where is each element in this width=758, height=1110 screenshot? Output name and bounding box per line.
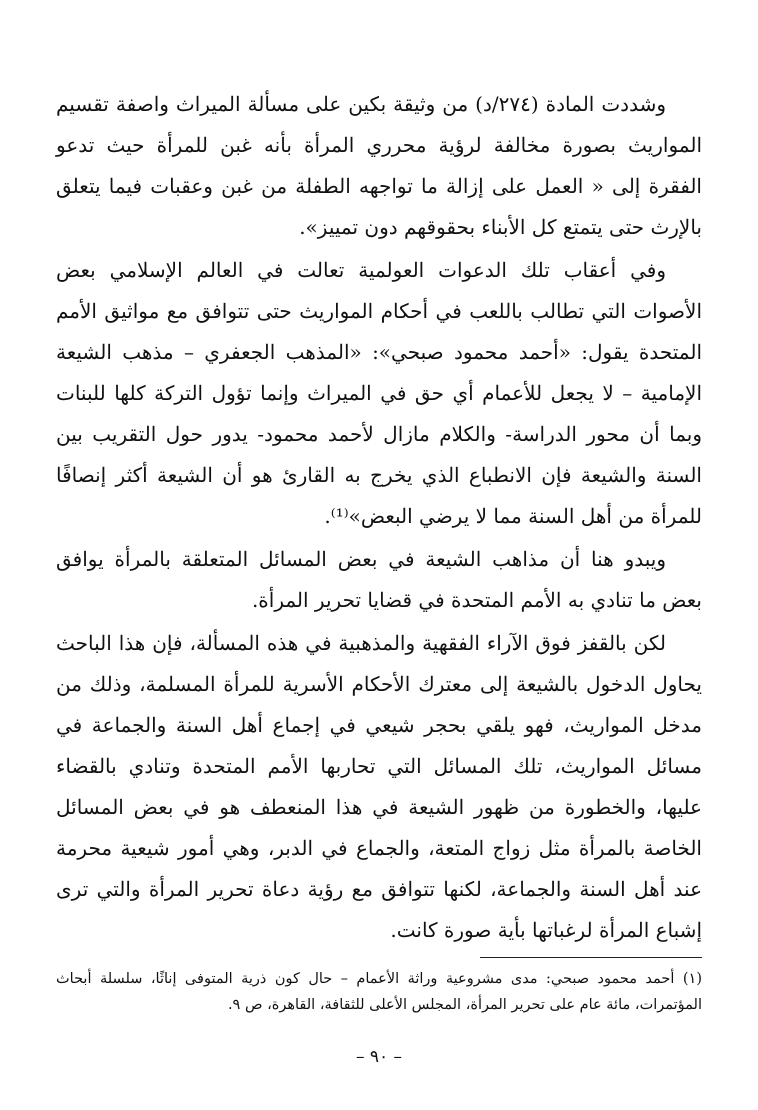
- paragraph-2: وفي أعقاب تلك الدعوات العولمية تعالت في العالم الإسلامي بعض الأصوات التي تطالب باللعب في أحكام المواريث حتى تتوافق مع مواثيق الأمم المتحدة يقول: «أحمد محمود صبحي»: «المذهب الجعفري – مذهب الشيعة الإمامية – لا يجعل للأعمام أي حق في الميراث وإنما تؤول التركة كلها للبنات وبما أن محور الدراسة- والكلام مازال لأحمد محمود- يدور حول التقريب بين السنة والشيعة فإن الانطباع الذي يخرج به القارئ هو أن الشيعة أكثر إنصافًا للمرأة من أهل السنة مما لا يرضي البعض»⁽¹⁾.: [56, 258, 702, 528]
- footnote-separator: [480, 957, 702, 958]
- page-number: – ٩٠ –: [355, 1047, 403, 1067]
- paragraph-3: ويبدو هنا أن مذاهب الشيعة في بعض المسائل المتعلقة بالمرأة يوافق بعض ما تنادي به الأمم المتحدة في قضايا تحرير المرأة.: [56, 547, 702, 612]
- paragraph-4: لكن بالقفز فوق الآراء الفقهية والمذهبية في هذه المسألة، فإن هذا الباحث يحاول الدخول بالشيعة إلى معترك الأحكام الأسرية للمرأة المسلمة، وذلك من مدخل المواريث، فهو يلقي بحجر شيعي في إجماع أهل السنة والجماعة في مسائل المواريث، تلك المسائل التي تحاربها الأمم المتحدة وتنادي بالقضاء عليها، والخطورة من ظهور الشيعة في هذا المنعطف هو في بعض المسائل الخاصة بالمرأة مثل زواج المتعة، والجماع في الدبر، وهي أمور شيعية محرمة عند أهل السنة والجماعة، لكنها تتوافق مع رؤية دعاة تحرير المرأة والتي ترى إشباع المرأة لرغباتها بأية صورة كانت.: [56, 631, 702, 942]
- footnote: (١) أحمد محمود صبحي: مدى مشروعية وراثة الأعمام – حال كون ذرية المتوفى إناثًا، سلسلة أبحاث المؤتمرات، مائة عام على تحرير المرأة، المجلس الأعلى للثقافة، القاهرة، ص ٩.: [56, 971, 702, 1013]
- paragraph-1: وشددت المادة (٢٧٤/د) من وثيقة بكين على مسألة الميراث واصفة تقسيم المواريث بصورة مخالفة لرؤية محرري المرأة بأنه غبن للمرأة حيث تدعو الفقرة إلى « العمل على إزالة ما تواجهه الطفلة من غبن وعقبات فيما يتعلق بالإرث حتى يتمتع كل الأبناء بحقوقهم دون تمييز».: [56, 92, 702, 239]
- body-text: [56, 84, 702, 951]
